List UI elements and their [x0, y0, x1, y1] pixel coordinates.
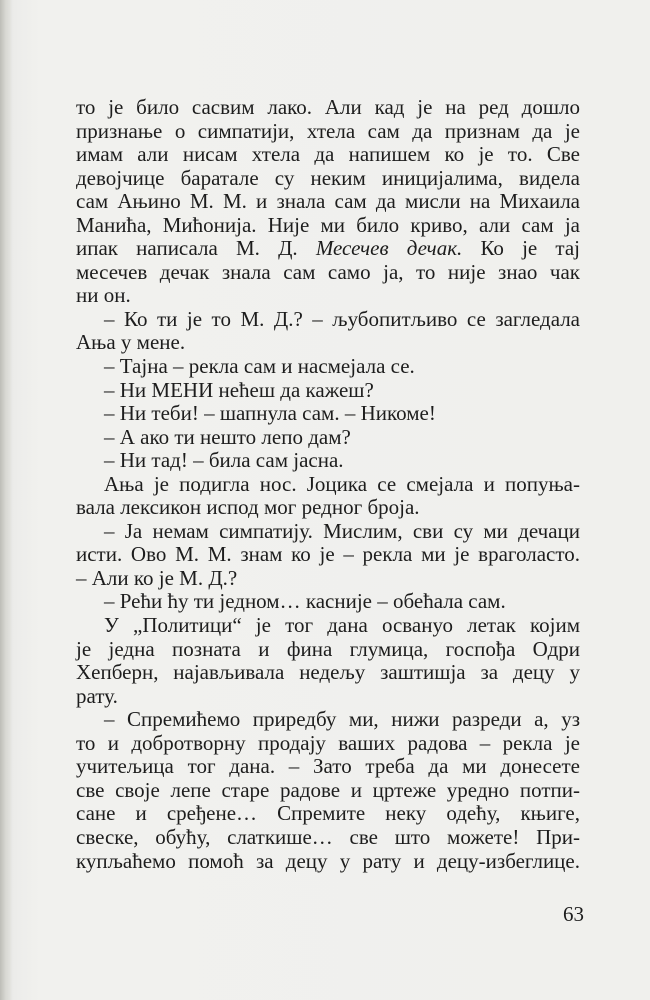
italic-phrase: Месечев дечак.	[315, 236, 463, 261]
text-line: У „Политици“ је тог дана освануо летак којим	[104, 613, 580, 638]
text-line: – Ни теби! – шапнула сам. – Никоме!	[104, 401, 436, 426]
text-line: Хепберн, најављивала недељу заштишја за децу у	[76, 660, 580, 685]
text-line	[76, 237, 580, 261]
text-line: вала лексикон испод мог редног броја.	[76, 495, 420, 520]
text-line: Ања је подигла нос. Јоцика се смејала и попуња-	[104, 471, 580, 496]
text-line: сам Ањино М. М. и знала сам да мисли на Михаила	[76, 189, 580, 214]
text-line: је једна позната и фина глумица, госпођа Одри	[76, 636, 580, 661]
text-line: девојчице баратале су неким иницијалима, видела	[76, 165, 580, 190]
text-line: – Рећи ћу ти једном… касније – обећала сам.	[104, 589, 506, 614]
text-line: – Ко ти је то М. Д.? – љубопитљиво се загледала	[104, 306, 580, 331]
text-segment: ипак написала М. Д.	[76, 236, 316, 261]
text-line: све своје лепе старе радове и цртеже уредно потпи-	[76, 777, 580, 802]
text-line: – Ни тад! – била сам јасна.	[104, 448, 344, 473]
page-binding-shadow	[0, 0, 12, 1000]
text-line: имам али нисам хтела да напишем ко је то. Све	[76, 142, 580, 167]
text-line: – Али ко је М. Д.?	[76, 565, 238, 590]
text-line: ни он.	[76, 283, 131, 308]
text-line: сане и сређене… Спремите неку одећу, књиге,	[76, 801, 580, 826]
text-line: учитељица тог дана. – Зато треба да ми донесете	[76, 754, 580, 779]
page-number: 63	[563, 902, 584, 926]
text-line: признање о симпатији, хтела сам да признам да је	[76, 118, 580, 143]
text-line: Манића, Мићонија. Није ми било криво, али сам ја	[76, 212, 580, 237]
text-line: – Ја немам симпатију. Мислим, сви су ми дечаци	[104, 518, 580, 543]
text-segment: Ко је тај	[462, 236, 580, 261]
text-line: то и добротворну продају ваших радова – рекла је	[76, 730, 580, 755]
text-line: – Ни МЕНИ нећеш да кажеш?	[104, 377, 374, 402]
text-line: свеске, обућу, слаткише… све што можете! При-	[76, 824, 580, 849]
text-line: исти. Ово М. М. знам ко је – рекла ми је враголасто.	[76, 542, 580, 567]
text-line: рату.	[76, 683, 118, 708]
text-line: купљаћемо помоћ за децу у рату и децу-избеглице.	[76, 848, 580, 873]
text-line: – Спремићемо приредбу ми, нижи разреди а, уз	[104, 707, 580, 732]
text-line: месечев дечак знала сам само ја, то није знао чак	[76, 259, 580, 284]
text-line: то је било сасвим лако. Али кад је на ред дошло	[76, 95, 580, 119]
text-line: – Тајна – рекла сам и насмејала се.	[104, 354, 415, 379]
text-line: Ања у мене.	[76, 330, 186, 355]
text-line: – А ако ти нешто лепо дам?	[104, 424, 351, 449]
body-text	[76, 96, 580, 873]
